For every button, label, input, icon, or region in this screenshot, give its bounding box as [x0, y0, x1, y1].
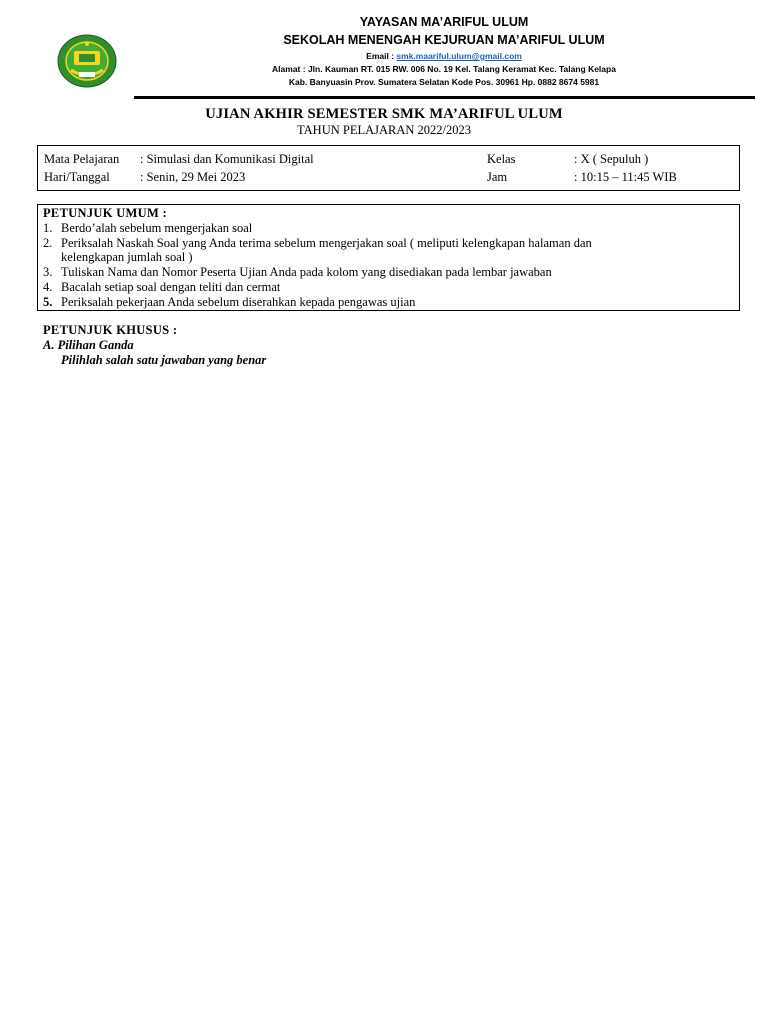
time-label: Jam [487, 170, 508, 184]
instruction-number: 4. [43, 280, 53, 294]
general-instructions-title: PETUNJUK UMUM : [43, 206, 167, 220]
subject-label: Mata Pelajaran [44, 152, 120, 166]
special-instructions-title: PETUNJUK KHUSUS : [43, 323, 178, 337]
section-a-heading: A. Pilihan Ganda [43, 338, 134, 352]
instruction-number: 5. [43, 295, 53, 309]
instruction-number: 3. [43, 265, 53, 279]
instruction-text: Tuliskan Nama dan Nomor Peserta Ujian Anda pada kolom yang disediakan pada lembar jawaban [61, 265, 552, 279]
class-value: : X ( Sepuluh ) [574, 152, 649, 166]
email-line [60, 51, 768, 61]
time-value: : 10:15 – 11:45 WIB [574, 170, 677, 184]
instruction-number: 2. [43, 236, 53, 250]
school-name: SEKOLAH MENENGAH KEJURUAN MA’ARIFUL ULUM [283, 33, 605, 47]
instruction-text: Periksalah pekerjaan Anda sebelum diserahkan kepada pengawas ujian [61, 295, 416, 309]
class-label: Kelas [487, 152, 516, 166]
exam-title: UJIAN AKHIR SEMESTER SMK MA’ARIFUL ULUM [205, 106, 563, 122]
date-value: : Senin, 29 Mei 2023 [140, 170, 246, 184]
date-label: Hari/Tanggal [44, 170, 110, 184]
email-label: Email : [366, 51, 395, 61]
instruction-text: Periksalah Naskah Soal yang Anda terima sebelum mengerjakan soal ( meliputi kelengkapan halaman dan [61, 236, 592, 250]
address-line-2: Kab. Banyuasin Prov. Sumatera Selatan Kode Pos. 30961 Hp. 0882 8674 5981 [288, 77, 600, 87]
address-line-1: Alamat : Jln. Kauman RT. 015 RW. 006 No. 19 Kel. Talang Keramat Kec. Talang Kelapa [272, 64, 616, 74]
instruction-number: 1. [43, 221, 53, 235]
section-a-instruction: Pilihlah salah satu jawaban yang benar [61, 353, 267, 367]
instruction-text: Bacalah setiap soal dengan teliti dan cermat [61, 280, 281, 294]
academic-year: TAHUN PELAJARAN 2022/2023 [297, 123, 471, 137]
foundation-name: YAYASAN MA’ARIFUL ULUM [359, 15, 529, 29]
general-instructions-box [37, 204, 740, 311]
exam-info-box [37, 145, 740, 191]
header-divider [134, 96, 755, 99]
instruction-text: Berdo’alah sebelum mengerjakan soal [61, 221, 253, 235]
email-link[interactable]: smk.maariful.ulum@gmail.com [396, 51, 522, 61]
subject-value: : Simulasi dan Komunikasi Digital [140, 152, 314, 166]
instruction-text-continued: kelengkapan jumlah soal ) [61, 250, 193, 264]
